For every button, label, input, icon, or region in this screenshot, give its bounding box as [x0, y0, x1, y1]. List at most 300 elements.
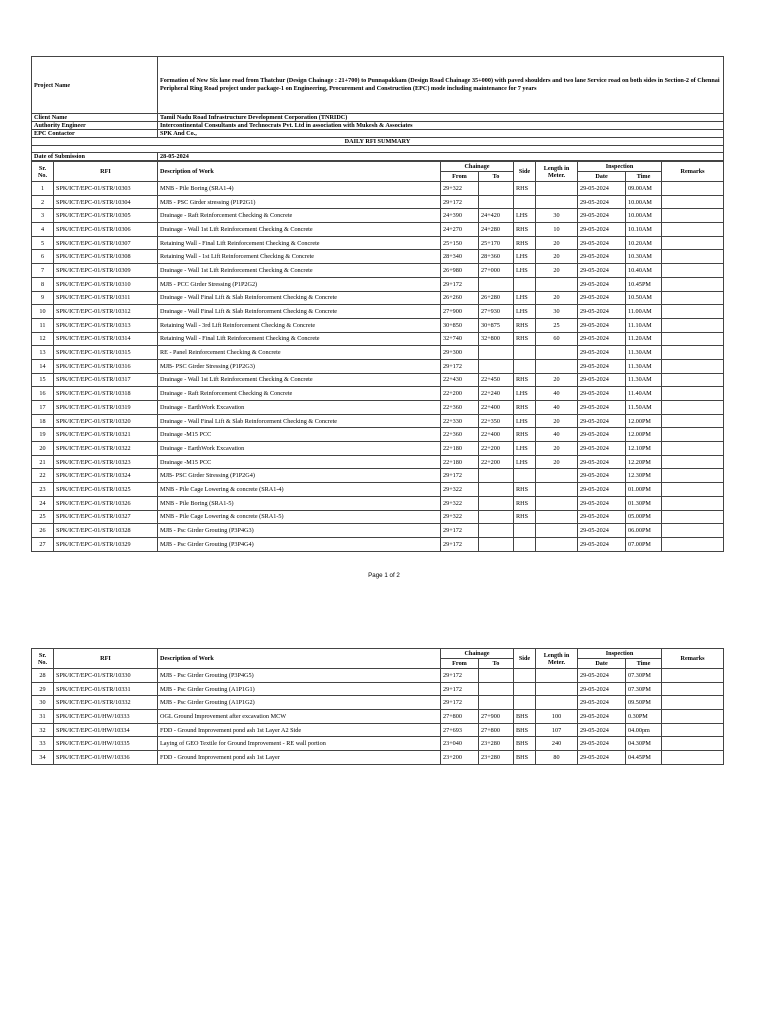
date-cell: 29-05-2024	[578, 209, 626, 223]
page-1	[31, 56, 723, 552]
remarks-cell	[662, 737, 724, 751]
desc-cell: Retaining Wall - 3rd Lift Reinforcement Checking & Concrete	[158, 318, 441, 332]
length-cell: 20	[536, 291, 578, 305]
to-cell: 22+400	[479, 428, 514, 442]
desc-cell: Drainage - Wall Final Lift & Slab Reinforcement Checking & Concrete	[158, 305, 441, 319]
from-cell: 24+390	[441, 209, 479, 223]
time-cell: 04.00pm	[626, 723, 662, 737]
rfi-cell: SPK/ICT/EPC-01/STR/10306	[54, 223, 158, 237]
side-cell: LHS	[514, 250, 536, 264]
remarks-cell	[662, 496, 724, 510]
from-cell: 29+300	[441, 346, 479, 360]
time-cell: 10.10AM	[626, 223, 662, 237]
sr-cell: 31	[32, 710, 54, 724]
side-cell	[514, 346, 536, 360]
remarks-cell	[662, 669, 724, 683]
to-cell: 32+800	[479, 332, 514, 346]
sr-cell: 33	[32, 737, 54, 751]
from-cell: 22+330	[441, 414, 479, 428]
length-cell: 20	[536, 414, 578, 428]
time-cell: 11.30AM	[626, 346, 662, 360]
time-cell: 10.00AM	[626, 209, 662, 223]
date-cell: 29-05-2024	[578, 442, 626, 456]
date-cell: 29-05-2024	[578, 373, 626, 387]
length-cell: 40	[536, 387, 578, 401]
rfi-cell: SPK/ICT/EPC-01/STR/10321	[54, 428, 158, 442]
to-cell: 22+200	[479, 442, 514, 456]
length-cell	[536, 510, 578, 524]
rfi-cell: SPK/ICT/EPC-01/STR/10330	[54, 669, 158, 683]
remarks-cell	[662, 387, 724, 401]
from-cell: 22+180	[441, 455, 479, 469]
table-row	[32, 442, 724, 456]
length-cell: 20	[536, 373, 578, 387]
length-cell: 20	[536, 264, 578, 278]
time-cell: 09.00AM	[626, 182, 662, 196]
date-cell: 29-05-2024	[578, 751, 626, 765]
col-inspection: Inspection	[578, 162, 662, 172]
summary-title: DAILY RFI SUMMARY	[32, 138, 724, 146]
desc-cell: Drainage - EarthWork Excavation	[158, 442, 441, 456]
col-chainage: Chainage	[441, 649, 514, 659]
to-cell	[479, 669, 514, 683]
date-cell: 29-05-2024	[578, 277, 626, 291]
rfi-cell: SPK/ICT/EPC-01/STR/10316	[54, 359, 158, 373]
time-cell: 01.00PM	[626, 483, 662, 497]
sr-cell: 16	[32, 387, 54, 401]
length-cell	[536, 346, 578, 360]
time-cell: 12.00PM	[626, 428, 662, 442]
date-cell: 29-05-2024	[578, 737, 626, 751]
rfi-cell: SPK/ICT/EPC-01/STR/10332	[54, 696, 158, 710]
to-cell: 27+930	[479, 305, 514, 319]
side-cell: RHS	[514, 496, 536, 510]
length-cell	[536, 496, 578, 510]
rfi-cell: SPK/ICT/EPC-01/STR/10331	[54, 682, 158, 696]
from-cell: 29+172	[441, 277, 479, 291]
time-cell: 11.30AM	[626, 373, 662, 387]
to-cell	[479, 537, 514, 551]
side-cell	[514, 537, 536, 551]
length-cell: 20	[536, 250, 578, 264]
sr-cell: 23	[32, 483, 54, 497]
to-cell	[479, 469, 514, 483]
date-cell: 29-05-2024	[578, 195, 626, 209]
remarks-cell	[662, 291, 724, 305]
length-cell: 80	[536, 751, 578, 765]
table-row	[32, 373, 724, 387]
side-cell: BHS	[514, 723, 536, 737]
sr-cell: 11	[32, 318, 54, 332]
time-cell: 01.30PM	[626, 496, 662, 510]
rfi-cell: SPK/ICT/EPC-01/STR/10327	[54, 510, 158, 524]
side-cell: RHS	[514, 223, 536, 237]
remarks-cell	[662, 182, 724, 196]
from-cell: 29+322	[441, 510, 479, 524]
col-from: From	[441, 172, 479, 182]
time-cell: 11.50AM	[626, 401, 662, 415]
sr-cell: 2	[32, 195, 54, 209]
sr-cell: 24	[32, 496, 54, 510]
rfi-cell: SPK/ICT/EPC-01/STR/10315	[54, 346, 158, 360]
col-desc: Description of Work	[158, 162, 441, 182]
length-cell	[536, 682, 578, 696]
side-cell: LHS	[514, 387, 536, 401]
col-sr: Sr. No.	[32, 162, 54, 182]
time-cell: 04.30PM	[626, 737, 662, 751]
sr-cell: 5	[32, 236, 54, 250]
rfi-cell: SPK/ICT/EPC-01/STR/10325	[54, 483, 158, 497]
rfi-cell: SPK/ICT/EPC-01/STR/10310	[54, 277, 158, 291]
side-cell: LHS	[514, 442, 536, 456]
col-remarks: Remarks	[662, 162, 724, 182]
col-desc: Description of Work	[158, 649, 441, 669]
to-cell: 27+000	[479, 264, 514, 278]
time-cell: 12.20PM	[626, 455, 662, 469]
table-row	[32, 359, 724, 373]
sr-cell: 25	[32, 510, 54, 524]
remarks-cell	[662, 209, 724, 223]
col-to: To	[479, 172, 514, 182]
table-row	[32, 524, 724, 538]
to-cell: 26+280	[479, 291, 514, 305]
time-cell: 11.30AM	[626, 359, 662, 373]
sr-cell: 30	[32, 696, 54, 710]
from-cell: 24+270	[441, 223, 479, 237]
remarks-cell	[662, 277, 724, 291]
from-cell: 22+360	[441, 428, 479, 442]
from-cell: 29+322	[441, 496, 479, 510]
side-cell	[514, 277, 536, 291]
remarks-cell	[662, 537, 724, 551]
table-row	[32, 737, 724, 751]
date-cell: 29-05-2024	[578, 483, 626, 497]
side-cell: RHS	[514, 318, 536, 332]
authority-label: Authority Engineer	[32, 122, 158, 130]
sr-cell: 18	[32, 414, 54, 428]
sr-cell: 19	[32, 428, 54, 442]
col-time: Time	[626, 172, 662, 182]
from-cell: 27+900	[441, 305, 479, 319]
remarks-cell	[662, 359, 724, 373]
rfi-cell: SPK/ICT/EPC-01/STR/10317	[54, 373, 158, 387]
time-cell: 10.20AM	[626, 236, 662, 250]
from-cell: 29+172	[441, 195, 479, 209]
side-cell: BHS	[514, 737, 536, 751]
remarks-cell	[662, 373, 724, 387]
length-cell	[536, 696, 578, 710]
time-cell: 07.30PM	[626, 682, 662, 696]
sr-cell: 29	[32, 682, 54, 696]
to-cell	[479, 483, 514, 497]
side-cell: BHS	[514, 751, 536, 765]
table-row	[32, 455, 724, 469]
date-cell: 29-05-2024	[578, 250, 626, 264]
col-side: Side	[514, 162, 536, 182]
time-cell: 10.50AM	[626, 291, 662, 305]
date-cell: 29-05-2024	[578, 359, 626, 373]
desc-cell: Retaining Wall - 1st Lift Reinforcement Checking & Concrete	[158, 250, 441, 264]
desc-cell: MJB - PCC Girder Stressing (P1P2G2)	[158, 277, 441, 291]
desc-cell: Drainage - EarthWork Excavation	[158, 401, 441, 415]
side-cell: LHS	[514, 455, 536, 469]
table-row	[32, 723, 724, 737]
table-row	[32, 277, 724, 291]
remarks-cell	[662, 250, 724, 264]
from-cell: 29+322	[441, 182, 479, 196]
to-cell	[479, 277, 514, 291]
rfi-cell: SPK/ICT/EPC-01/STR/10304	[54, 195, 158, 209]
table-row	[32, 401, 724, 415]
length-cell	[536, 277, 578, 291]
rfi-table-page-2	[31, 648, 724, 765]
time-cell: 12.00PM	[626, 414, 662, 428]
to-cell	[479, 359, 514, 373]
rfi-cell: SPK/ICT/EPC-01/STR/10311	[54, 291, 158, 305]
to-cell: 22+350	[479, 414, 514, 428]
rfi-cell: SPK/ICT/EPC-01/STR/10318	[54, 387, 158, 401]
desc-cell: MNB - Pile Cage Lowering & concrete (SRA1-4)	[158, 483, 441, 497]
sr-cell: 34	[32, 751, 54, 765]
desc-cell: MJB - PSC Girder stressing (P1P2G1)	[158, 195, 441, 209]
side-cell: LHS	[514, 291, 536, 305]
length-cell	[536, 537, 578, 551]
sr-cell: 26	[32, 524, 54, 538]
date-cell: 29-05-2024	[578, 696, 626, 710]
from-cell: 27+693	[441, 723, 479, 737]
epc-value: SPK And Co.,	[158, 130, 724, 138]
sr-cell: 9	[32, 291, 54, 305]
rfi-cell: SPK/ICT/EPC-01/HW/10336	[54, 751, 158, 765]
table-row	[32, 223, 724, 237]
rfi-cell: SPK/ICT/EPC-01/STR/10313	[54, 318, 158, 332]
table-row	[32, 428, 724, 442]
length-cell: 40	[536, 401, 578, 415]
to-cell	[479, 195, 514, 209]
from-cell: 29+172	[441, 696, 479, 710]
date-cell: 29-05-2024	[578, 469, 626, 483]
desc-cell: Retaining Wall - Final Lift Reinforcement Checking & Concrete	[158, 332, 441, 346]
date-cell: 29-05-2024	[578, 455, 626, 469]
length-cell: 40	[536, 428, 578, 442]
desc-cell: Drainage -M15 PCC	[158, 455, 441, 469]
table-row	[32, 669, 724, 683]
from-cell: 22+430	[441, 373, 479, 387]
col-remarks: Remarks	[662, 649, 724, 669]
to-cell: 22+200	[479, 455, 514, 469]
date-cell: 29-05-2024	[578, 236, 626, 250]
side-cell: BHS	[514, 710, 536, 724]
remarks-cell	[662, 223, 724, 237]
sr-cell: 27	[32, 537, 54, 551]
rfi-cell: SPK/ICT/EPC-01/STR/10314	[54, 332, 158, 346]
desc-cell: Drainage - Wall Final Lift & Slab Reinforcement Checking & Concrete	[158, 291, 441, 305]
from-cell: 29+172	[441, 682, 479, 696]
length-cell	[536, 195, 578, 209]
desc-cell: Drainage - Wall 1st Lift Reinforcement Checking & Concrete	[158, 373, 441, 387]
desc-cell: MJB - Psc Girder Grouting (P3P4G4)	[158, 537, 441, 551]
remarks-cell	[662, 682, 724, 696]
time-cell: 05.00PM	[626, 510, 662, 524]
length-cell: 60	[536, 332, 578, 346]
date-cell: 29-05-2024	[578, 264, 626, 278]
to-cell: 30+875	[479, 318, 514, 332]
remarks-cell	[662, 346, 724, 360]
table-row	[32, 264, 724, 278]
col-length: Length in Meter.	[536, 649, 578, 669]
sr-cell: 6	[32, 250, 54, 264]
side-cell: RHS	[514, 401, 536, 415]
length-cell: 100	[536, 710, 578, 724]
desc-cell: Drainage -M15 PCC	[158, 428, 441, 442]
rfi-cell: SPK/ICT/EPC-01/STR/10328	[54, 524, 158, 538]
time-cell: 06.00PM	[626, 524, 662, 538]
to-cell	[479, 496, 514, 510]
from-cell: 27+800	[441, 710, 479, 724]
table-row	[32, 710, 724, 724]
table-row	[32, 751, 724, 765]
length-cell: 20	[536, 455, 578, 469]
rfi-cell: SPK/ICT/EPC-01/STR/10319	[54, 401, 158, 415]
from-cell: 22+180	[441, 442, 479, 456]
from-cell: 29+172	[441, 537, 479, 551]
length-cell	[536, 182, 578, 196]
col-chainage: Chainage	[441, 162, 514, 172]
side-cell	[514, 524, 536, 538]
remarks-cell	[662, 723, 724, 737]
table-row	[32, 291, 724, 305]
table-row	[32, 209, 724, 223]
col-to: To	[479, 659, 514, 669]
desc-cell: FDD - Ground Improvement pond ash 1st Layer	[158, 751, 441, 765]
rfi-cell: SPK/ICT/EPC-01/STR/10329	[54, 537, 158, 551]
desc-cell: RE - Panel Reinforcement Checking & Concrete	[158, 346, 441, 360]
time-cell: 10.40AM	[626, 264, 662, 278]
rfi-cell: SPK/ICT/EPC-01/STR/10308	[54, 250, 158, 264]
side-cell: RHS	[514, 332, 536, 346]
side-cell	[514, 696, 536, 710]
date-cell: 29-05-2024	[578, 346, 626, 360]
desc-cell: Drainage - Wall Final Lift & Slab Reinforcement Checking & Concrete	[158, 414, 441, 428]
date-cell: 29-05-2024	[578, 291, 626, 305]
desc-cell: MJB - Psc Girder Grouting (P3P4G3)	[158, 524, 441, 538]
side-cell	[514, 359, 536, 373]
col-time: Time	[626, 659, 662, 669]
project-name-value: Formation of New Six lane road from Thatchur (Design Chainage : 21+700) to Punnapakkam (Design Road Chainage 35+000) with paved shoulders and two lane Service road on both sides in Section-2 of Chennai Peripheral Ring Road project under package-1 on Engineering, Procurement and Construction (EPC) mode including maintenance for 7 years	[158, 57, 724, 114]
remarks-cell	[662, 428, 724, 442]
side-cell	[514, 195, 536, 209]
time-cell: 11.10AM	[626, 318, 662, 332]
from-cell: 29+172	[441, 669, 479, 683]
date-cell: 29-05-2024	[578, 524, 626, 538]
col-from: From	[441, 659, 479, 669]
table-row	[32, 332, 724, 346]
from-cell: 29+322	[441, 483, 479, 497]
desc-cell: Drainage - Raft Reinforcement Checking & Concrete	[158, 209, 441, 223]
page-2	[31, 648, 723, 765]
project-info-table	[31, 56, 724, 161]
date-cell: 29-05-2024	[578, 710, 626, 724]
desc-cell: MJB - Psc Girder Grouting (P3P4G5)	[158, 669, 441, 683]
remarks-cell	[662, 751, 724, 765]
desc-cell: MJB- PSC Girder Stressing (P1P2G3)	[158, 359, 441, 373]
to-cell	[479, 524, 514, 538]
to-cell: 27+800	[479, 723, 514, 737]
rfi-cell: SPK/ICT/EPC-01/HW/10334	[54, 723, 158, 737]
length-cell: 240	[536, 737, 578, 751]
remarks-cell	[662, 236, 724, 250]
sr-cell: 22	[32, 469, 54, 483]
desc-cell: OGL Ground Improvement after excavation MCW	[158, 710, 441, 724]
to-cell: 22+400	[479, 401, 514, 415]
date-cell: 29-05-2024	[578, 305, 626, 319]
side-cell: RHS	[514, 236, 536, 250]
from-cell: 23+200	[441, 751, 479, 765]
client-value: Tamil Nadu Road Infrastructure Development Corporation (TNRIDC)	[158, 114, 724, 122]
length-cell: 20	[536, 442, 578, 456]
from-cell: 28+340	[441, 250, 479, 264]
desc-cell: Drainage - Wall 1st Lift Reinforcement Checking & Concrete	[158, 223, 441, 237]
rfi-cell: SPK/ICT/EPC-01/STR/10312	[54, 305, 158, 319]
rfi-cell: SPK/ICT/EPC-01/HW/10333	[54, 710, 158, 724]
to-cell: 23+280	[479, 737, 514, 751]
date-cell: 29-05-2024	[578, 318, 626, 332]
time-cell: 07.00PM	[626, 537, 662, 551]
desc-cell: Drainage - Wall 1st Lift Reinforcement Checking & Concrete	[158, 264, 441, 278]
col-rfi: RFI	[54, 649, 158, 669]
from-cell: 29+172	[441, 359, 479, 373]
date-cell: 29-05-2024	[578, 387, 626, 401]
date-cell: 29-05-2024	[578, 223, 626, 237]
from-cell: 25+150	[441, 236, 479, 250]
from-cell: 23+040	[441, 737, 479, 751]
sr-cell: 12	[32, 332, 54, 346]
table-row	[32, 496, 724, 510]
rfi-cell: SPK/ICT/EPC-01/STR/10305	[54, 209, 158, 223]
to-cell: 22+240	[479, 387, 514, 401]
to-cell	[479, 346, 514, 360]
remarks-cell	[662, 524, 724, 538]
remarks-cell	[662, 510, 724, 524]
to-cell	[479, 696, 514, 710]
length-cell	[536, 524, 578, 538]
to-cell: 22+450	[479, 373, 514, 387]
epc-label: EPC Contactor	[32, 130, 158, 138]
desc-cell: FDD - Ground Improvement pond ash 1st Layer A2 Side	[158, 723, 441, 737]
from-cell: 29+172	[441, 524, 479, 538]
length-cell: 10	[536, 223, 578, 237]
date-cell: 29-05-2024	[578, 510, 626, 524]
sr-cell: 3	[32, 209, 54, 223]
date-cell: 29-05-2024	[578, 723, 626, 737]
remarks-cell	[662, 195, 724, 209]
remarks-cell	[662, 414, 724, 428]
date-cell: 29-05-2024	[578, 401, 626, 415]
from-cell: 29+172	[441, 469, 479, 483]
from-cell: 32+740	[441, 332, 479, 346]
remarks-cell	[662, 455, 724, 469]
length-cell: 30	[536, 209, 578, 223]
time-cell: 10.00AM	[626, 195, 662, 209]
table-row	[32, 469, 724, 483]
project-name-label: Project Name	[32, 57, 158, 114]
sr-cell: 32	[32, 723, 54, 737]
date-cell: 29-05-2024	[578, 537, 626, 551]
side-cell: RHS	[514, 373, 536, 387]
to-cell: 28+360	[479, 250, 514, 264]
sr-cell: 4	[32, 223, 54, 237]
from-cell: 22+200	[441, 387, 479, 401]
